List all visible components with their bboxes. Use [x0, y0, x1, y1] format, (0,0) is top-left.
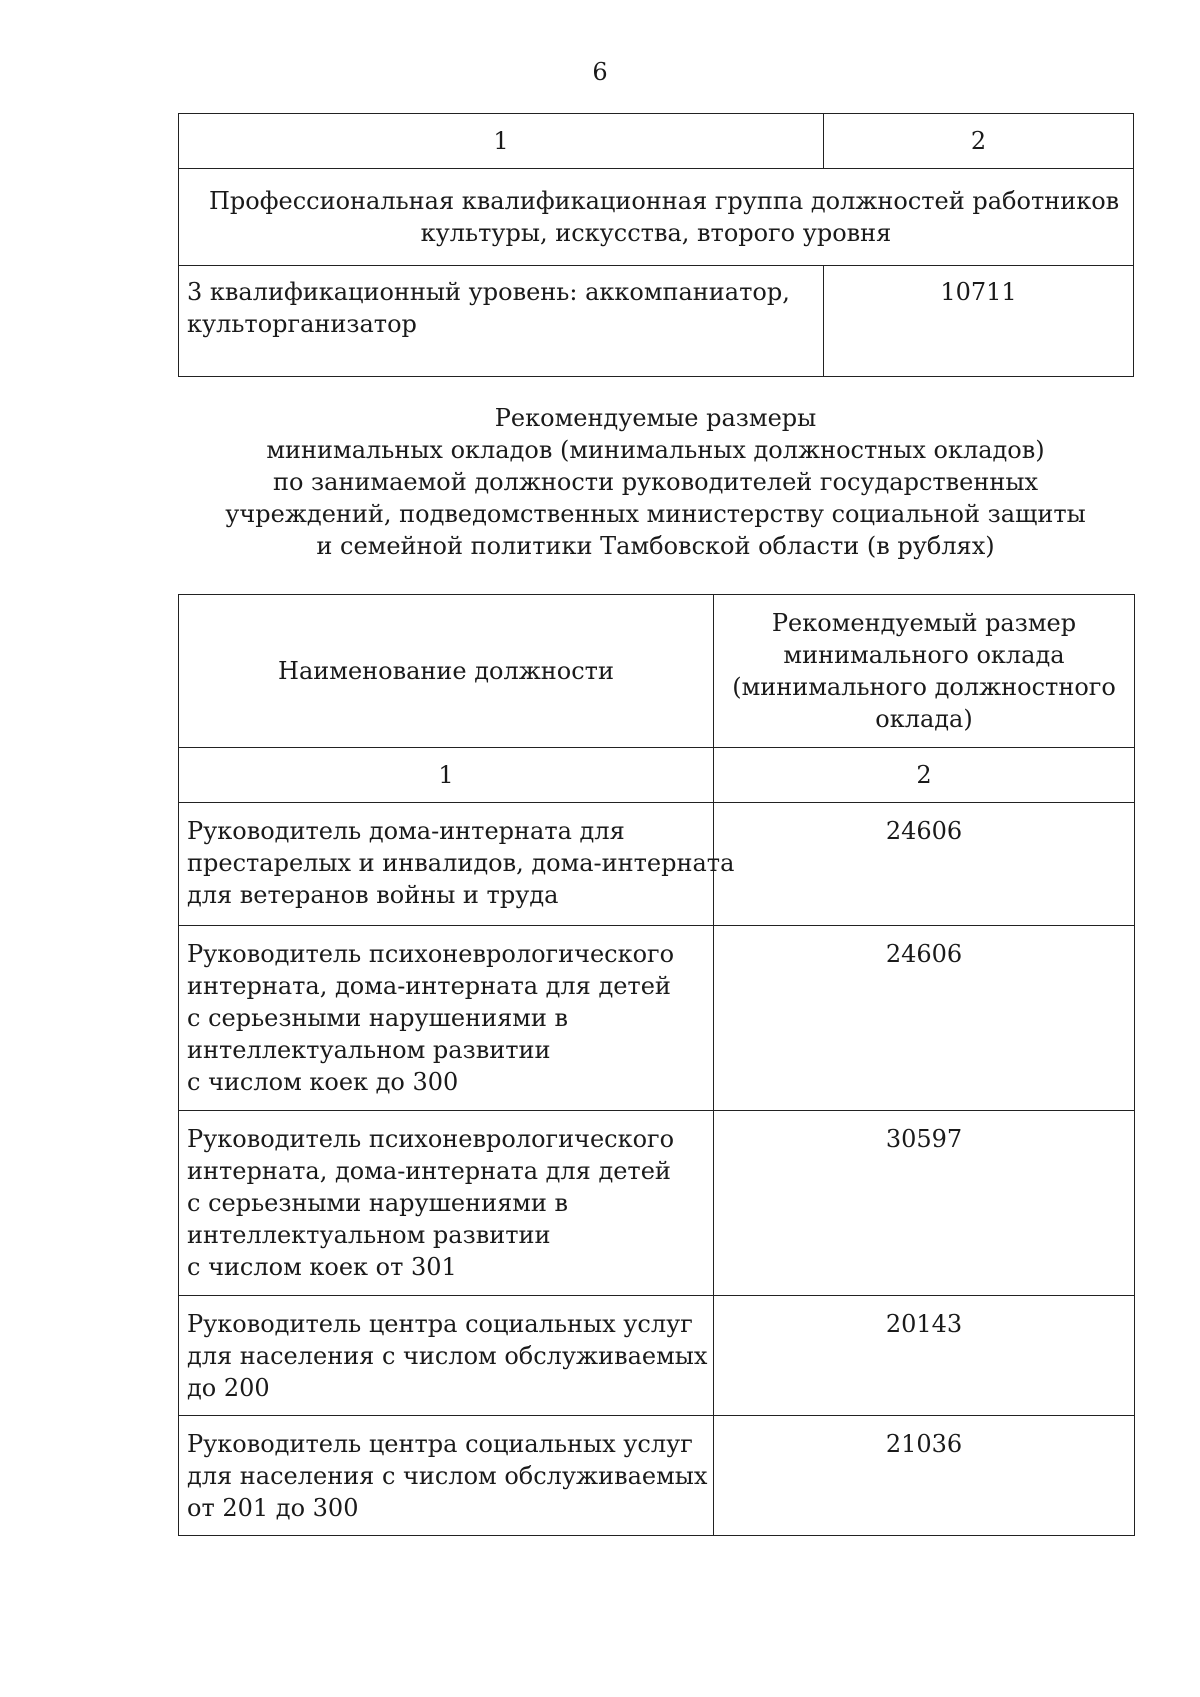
table-row [179, 1111, 1135, 1296]
position-name-line: интерната, дома-интерната для детей [187, 1157, 671, 1185]
salary-value: 10711 [824, 266, 1134, 377]
position-name-line: Руководитель психоневрологического [187, 940, 675, 968]
salary-value: 30597 [714, 1111, 1135, 1296]
table-row [179, 1296, 1135, 1416]
position-name-line: для населения с числом обслуживаемых [187, 1342, 708, 1370]
column-numbers-row [179, 748, 1135, 803]
table-row [179, 803, 1135, 926]
position-name-line: с числом коек до 300 [187, 1068, 459, 1096]
heading-line: Рекомендуемые размеры [494, 404, 817, 432]
position-name [179, 1111, 714, 1296]
page-number: 6 [592, 58, 608, 86]
position-name-line: для ветеранов войны и труда [187, 881, 559, 909]
position-name-line: Руководитель центра социальных услуг [187, 1310, 693, 1338]
header-salary [714, 595, 1135, 748]
qualification-table [178, 113, 1134, 377]
position-name [179, 803, 735, 926]
heading-line: учреждений, подведомственных министерству социальной защиты [225, 500, 1086, 528]
header-salary-line: минимального оклада [783, 641, 1065, 669]
position-name-line: интеллектуальном развитии [187, 1036, 551, 1064]
salary-value: 24606 [714, 926, 1135, 1111]
position-name [179, 266, 824, 377]
column-number-1: 1 [179, 748, 714, 803]
position-name-line: с серьезными нарушениями в [187, 1004, 569, 1032]
header-salary-line: оклада) [875, 705, 973, 733]
position-name-line: до 200 [187, 1374, 270, 1402]
position-name-line: интерната, дома-интерната для детей [187, 972, 671, 1000]
group-title-line: Профессиональная квалификационная группа должностей работников [209, 187, 1120, 215]
table-row [179, 266, 1134, 377]
section-heading [178, 402, 1133, 562]
position-name-line: Руководитель психоневрологического [187, 1125, 675, 1153]
group-title-line: культуры, искусства, второго уровня [420, 219, 892, 247]
header-salary-line: (минимального должностного [732, 673, 1116, 701]
heading-line: минимальных окладов (минимальных должностных окладов) [266, 436, 1045, 464]
position-name-line: Руководитель центра социальных услуг [187, 1430, 693, 1458]
position-name-line: культорганизатор [187, 310, 417, 338]
heading-line: по занимаемой должности руководителей государственных [272, 468, 1039, 496]
table-row [179, 926, 1135, 1111]
salary-value: 24606 [714, 803, 1135, 926]
column-numbers-row [179, 114, 1134, 169]
position-name-line: 3 квалификационный уровень: аккомпаниатор, [187, 278, 790, 306]
header-salary-line: Рекомендуемый размер [771, 609, 1077, 637]
header-row [179, 595, 1135, 748]
column-number-2: 2 [824, 114, 1134, 169]
salary-table [178, 594, 1135, 1536]
position-name-line: от 201 до 300 [187, 1494, 359, 1522]
position-name-line: престарелых и инвалидов, дома-интерната [187, 849, 735, 877]
group-title-row [179, 169, 1134, 266]
position-name-line: интеллектуальном развитии [187, 1221, 551, 1249]
position-name-line: Руководитель дома-интерната для [187, 817, 625, 845]
table-row [179, 1416, 1135, 1536]
salary-value: 21036 [714, 1416, 1135, 1536]
position-name-line: для населения с числом обслуживаемых [187, 1462, 708, 1490]
salary-value: 20143 [714, 1296, 1135, 1416]
position-name [179, 1296, 714, 1416]
column-number-1: 1 [179, 114, 824, 169]
column-number-2: 2 [714, 748, 1135, 803]
position-name-line: с серьезными нарушениями в [187, 1189, 569, 1217]
header-position-name: Наименование должности [179, 595, 714, 748]
position-name [179, 1416, 714, 1536]
group-title [179, 169, 1134, 266]
position-name [179, 926, 714, 1111]
heading-line: и семейной политики Тамбовской области (в рублях) [316, 532, 995, 560]
position-name-line: с числом коек от 301 [187, 1253, 457, 1281]
